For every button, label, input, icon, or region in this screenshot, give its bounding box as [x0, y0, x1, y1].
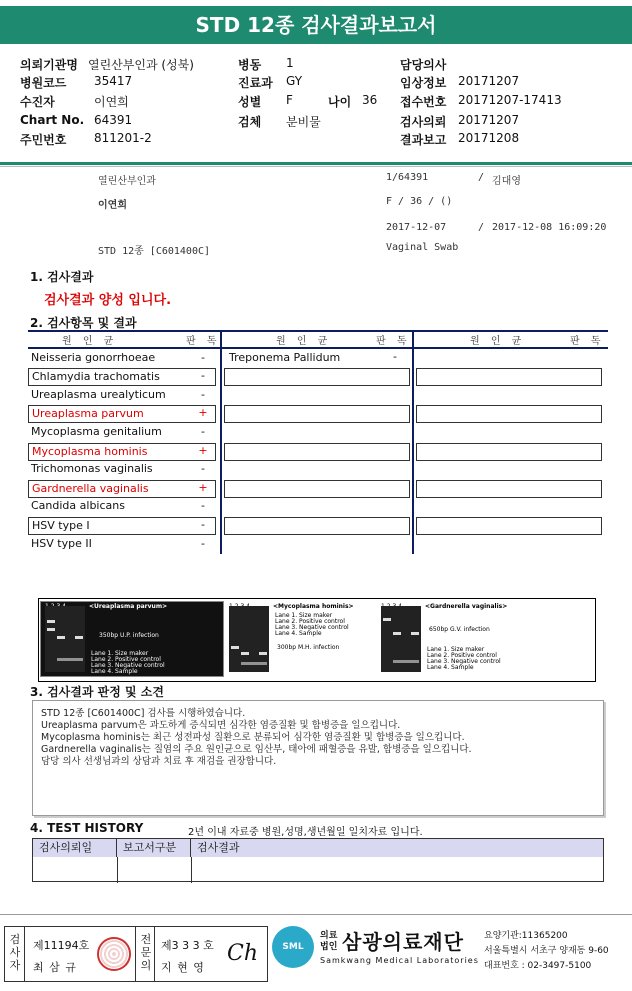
examiner-label-text: 검사자	[9, 933, 21, 972]
examiner-label-cell	[5, 927, 25, 981]
organism-result: -	[201, 388, 205, 401]
empty-result-box	[416, 443, 602, 461]
gel1-title: <Ureaplasma parvum>	[89, 603, 168, 610]
request-label: 검사의뢰	[400, 115, 447, 129]
header-divider-thin	[0, 166, 632, 167]
code-value: 35417	[94, 74, 133, 88]
examiner-name: 최 삼 규	[33, 961, 77, 974]
history-divider	[117, 857, 118, 883]
col1-judgement-header: 판 독	[186, 336, 221, 347]
gel2-legend1: Lane 1. Size maker	[275, 612, 333, 619]
phone: 대표번호 : 02-3497-5100	[484, 961, 592, 971]
col2-organism-header: 원 인 균	[276, 336, 332, 347]
hospital-value: 열린산부인과 (성북)	[88, 58, 194, 72]
empty-result-box	[224, 443, 410, 461]
empty-result-box	[416, 480, 602, 498]
gel2-title: <Mycoplasma hominis>	[273, 603, 354, 610]
organism-item: Trichomonas vaginalis	[31, 462, 153, 475]
report-value: 20171208	[458, 131, 520, 145]
header-divider	[0, 162, 632, 165]
organism-result: -	[201, 537, 205, 550]
examiner-seal	[97, 937, 131, 971]
organism-result: +	[198, 481, 208, 494]
sex-label: 성별	[238, 95, 262, 109]
organism-result: -	[201, 425, 205, 438]
strip-specimen: Vaginal Swab	[386, 242, 459, 253]
gel3-band	[411, 632, 419, 635]
dept-label: 진료과	[238, 76, 273, 90]
gel3-legend3: Lane 3. Negative control	[427, 658, 501, 665]
gel3-band	[383, 618, 391, 621]
footer	[0, 918, 632, 991]
receipt-value: 20171207-17413	[458, 93, 562, 107]
history-col-type: 보고서구분	[117, 839, 191, 857]
strip-sex-age: F / 36 / ()	[386, 196, 453, 207]
gel2-band	[241, 652, 249, 655]
gel1-band	[57, 636, 65, 639]
organism-result: +	[198, 406, 208, 419]
dept-value: GY	[286, 74, 303, 88]
ward-value: 1	[286, 56, 294, 70]
gel1-band	[47, 628, 55, 631]
organism-item: HSV type II	[31, 537, 92, 550]
gel-panel-up	[40, 601, 224, 677]
gel2-legend3: Lane 3. Negative control	[275, 624, 349, 631]
gel2-band-label: 300bp M.H. infection	[277, 644, 340, 651]
organism-item: Ureaplasma urealyticum	[31, 388, 166, 401]
gel1-band-label: 350bp U.P. infection	[99, 632, 159, 639]
strip-date1: 2017-12-07	[386, 222, 447, 233]
treponema-item: Treponema Pallidum	[229, 351, 341, 364]
empty-result-box	[416, 517, 602, 535]
corp-small-1: 의료	[320, 931, 338, 941]
gel2-band	[259, 652, 267, 655]
organism-item: HSV type I	[28, 517, 216, 535]
organism-item: Mycoplasma genitalium	[31, 425, 162, 438]
code-label: 병원코드	[20, 76, 67, 90]
comment-line: Ureaplasma parvum은 과도하게 증식되면 심각한 염증질환 및 합병증을 일으킵니다.	[41, 720, 401, 731]
organism-item: Gardnerella vaginalis	[28, 480, 216, 498]
history-col-date: 검사의뢰일	[33, 839, 117, 857]
empty-result-box	[224, 480, 410, 498]
organism-item: Ureaplasma parvum	[28, 405, 216, 423]
hospital-label: 의뢰기관명	[20, 58, 78, 72]
empty-result-box	[416, 405, 602, 423]
gel2-band	[241, 662, 267, 665]
examiner-label	[8, 933, 22, 972]
organism-item: Mycoplasma hominis	[28, 443, 216, 461]
gel3-band-label: 650bp G.V. infection	[429, 626, 490, 633]
column-divider-1	[220, 330, 222, 554]
col2-judgement-header: 판 독	[376, 336, 411, 347]
agency-no: 요양기관:11365200	[484, 931, 568, 941]
signature-mark: Ch	[227, 941, 259, 966]
sex-value: F	[286, 93, 293, 107]
organism-result: -	[201, 462, 205, 475]
doctor-label: 담당의사	[400, 58, 447, 72]
patient-label: 수진자	[20, 95, 55, 109]
column-divider-2	[412, 330, 414, 554]
gel3-band	[393, 660, 419, 663]
specialist-label	[139, 933, 153, 972]
address: 서울특별시 서초구 양재동 9-60	[484, 946, 609, 956]
col3-judgement-header: 판 독	[570, 336, 605, 347]
gel1-legend4: Lane 4. Sample	[91, 668, 138, 675]
empty-result-box	[224, 517, 410, 535]
chart-label: Chart No.	[20, 113, 85, 127]
gel1-legend1: Lane 1. Size maker	[91, 650, 149, 657]
strip-slash1: /	[478, 172, 485, 183]
specialist-label-text: 전문의	[140, 933, 152, 972]
strip-test-code: STD 12종 [C601400C]	[98, 246, 211, 257]
specialist-no: 제3 3 3 호	[161, 939, 214, 952]
history-col-result: 검사결과	[191, 839, 603, 857]
section3-title: 3. 검사결과 판정 및 소견	[30, 685, 164, 699]
section4-title: 4. TEST HISTORY	[30, 821, 144, 835]
age-value: 36	[362, 93, 378, 107]
request-value: 20171207	[458, 113, 520, 127]
organism-result: -	[201, 518, 205, 531]
gel1-band	[57, 658, 83, 661]
organism-item: Chlamydia trachomatis	[28, 368, 216, 386]
organism-result: +	[198, 444, 208, 457]
organism-result: -	[201, 351, 205, 364]
section2-title: 2. 검사항목 및 결과	[30, 316, 137, 330]
gel-panel-gv	[378, 601, 562, 677]
history-divider	[191, 857, 192, 883]
comment-line: STD 12종 [C601400C] 검사를 시행하였습니다.	[41, 708, 246, 719]
receipt-label: 접수번호	[400, 95, 447, 109]
gel3-legend2: Lane 2. Positive control	[427, 652, 497, 659]
comment-line: Gardnerella vaginalis는 질염의 주요 원인균으로 임산부, 태아에 패혈증을 유발, 합병증을 일으킵니다.	[41, 744, 472, 755]
report-title: STD 12종 검사결과보고서	[0, 6, 632, 44]
gel1-legend2: Lane 2. Positive control	[91, 656, 161, 663]
gel1-strip	[45, 606, 85, 672]
ward-label: 병동	[238, 58, 262, 72]
strip-date2: 2017-12-08 16:09:20	[492, 222, 607, 233]
gel2-strip	[229, 606, 269, 672]
empty-result-box	[224, 405, 410, 423]
specimen-label: 검체	[238, 115, 262, 129]
chart-value: 64391	[94, 113, 133, 127]
treponema-result: -	[393, 350, 397, 363]
gel1-band	[75, 636, 83, 639]
report-label: 결과보고	[400, 133, 447, 147]
history-table	[32, 838, 604, 882]
history-note: 2년 이내 자료중 병원,성명,생년월일 일치자료 입니다.	[188, 827, 423, 838]
corp-small-2: 법인	[320, 942, 338, 952]
id-value: 811201-2	[94, 131, 152, 145]
sml-logo: SML	[272, 926, 314, 968]
signature-box	[4, 926, 268, 982]
specimen-value: 분비물	[286, 115, 321, 129]
examiner-no: 제11194호	[33, 939, 90, 952]
organism-result: -	[201, 369, 205, 382]
gel3-legend4: Lane 4. Sample	[427, 664, 474, 671]
gel2-legend4: Lane 4. Sample	[275, 630, 322, 637]
strip-hospital: 열린산부인과	[98, 176, 156, 187]
empty-result-box	[416, 368, 602, 386]
gel3-band	[393, 632, 401, 635]
specialist-label-cell	[135, 927, 155, 981]
section1-title: 1. 검사결과	[30, 270, 94, 284]
empty-result-box	[224, 368, 410, 386]
strip-patient: 이연희	[98, 200, 127, 211]
organism-item: Neisseria gonorrhoeae	[31, 351, 156, 364]
clinical-value: 20171207	[458, 74, 520, 88]
footer-divider	[0, 914, 632, 915]
gel-panel-mh	[226, 601, 376, 677]
age-label: 나이	[328, 95, 352, 109]
comment-line: Mycoplasma hominis는 최근 성전파성 질환으로 분류되어 심각한 염증질환 및 합병증을 일으킵니다.	[41, 732, 465, 743]
strip-slash2: /	[478, 222, 485, 233]
org-english: Samkwang Medical Laboratories	[320, 956, 479, 965]
col3-organism-header: 원 인 균	[470, 336, 526, 347]
gel2-band	[231, 646, 239, 649]
organism-item: Candida albicans	[31, 499, 125, 512]
id-label: 주민번호	[20, 133, 67, 147]
gel2-legend2: Lane 2. Positive control	[275, 618, 345, 625]
result-positive: 검사결과 양성 입니다.	[44, 293, 172, 308]
gel3-strip	[381, 606, 421, 672]
col1-organism-header: 원 인 균	[62, 336, 118, 347]
comment-box	[32, 700, 604, 816]
gel3-legend1: Lane 1. Size maker	[427, 646, 485, 653]
strip-chart: 1/64391	[386, 172, 429, 183]
gel3-title: <Gardnerella vaginalis>	[425, 603, 508, 610]
strip-doctor: 김대영	[492, 176, 521, 187]
gel1-legend3: Lane 3. Negative control	[91, 662, 165, 669]
org-name: 삼광의료재단	[342, 930, 464, 954]
comment-line: 담당 의사 선생님과의 상담과 치료 후 재검을 권장합니다.	[41, 756, 277, 767]
specialist-name: 지 현 영	[161, 961, 205, 974]
clinical-label: 임상정보	[400, 76, 447, 90]
patient-value: 이연희	[94, 95, 129, 109]
gel1-band	[47, 620, 55, 623]
organism-result: -	[201, 499, 205, 512]
